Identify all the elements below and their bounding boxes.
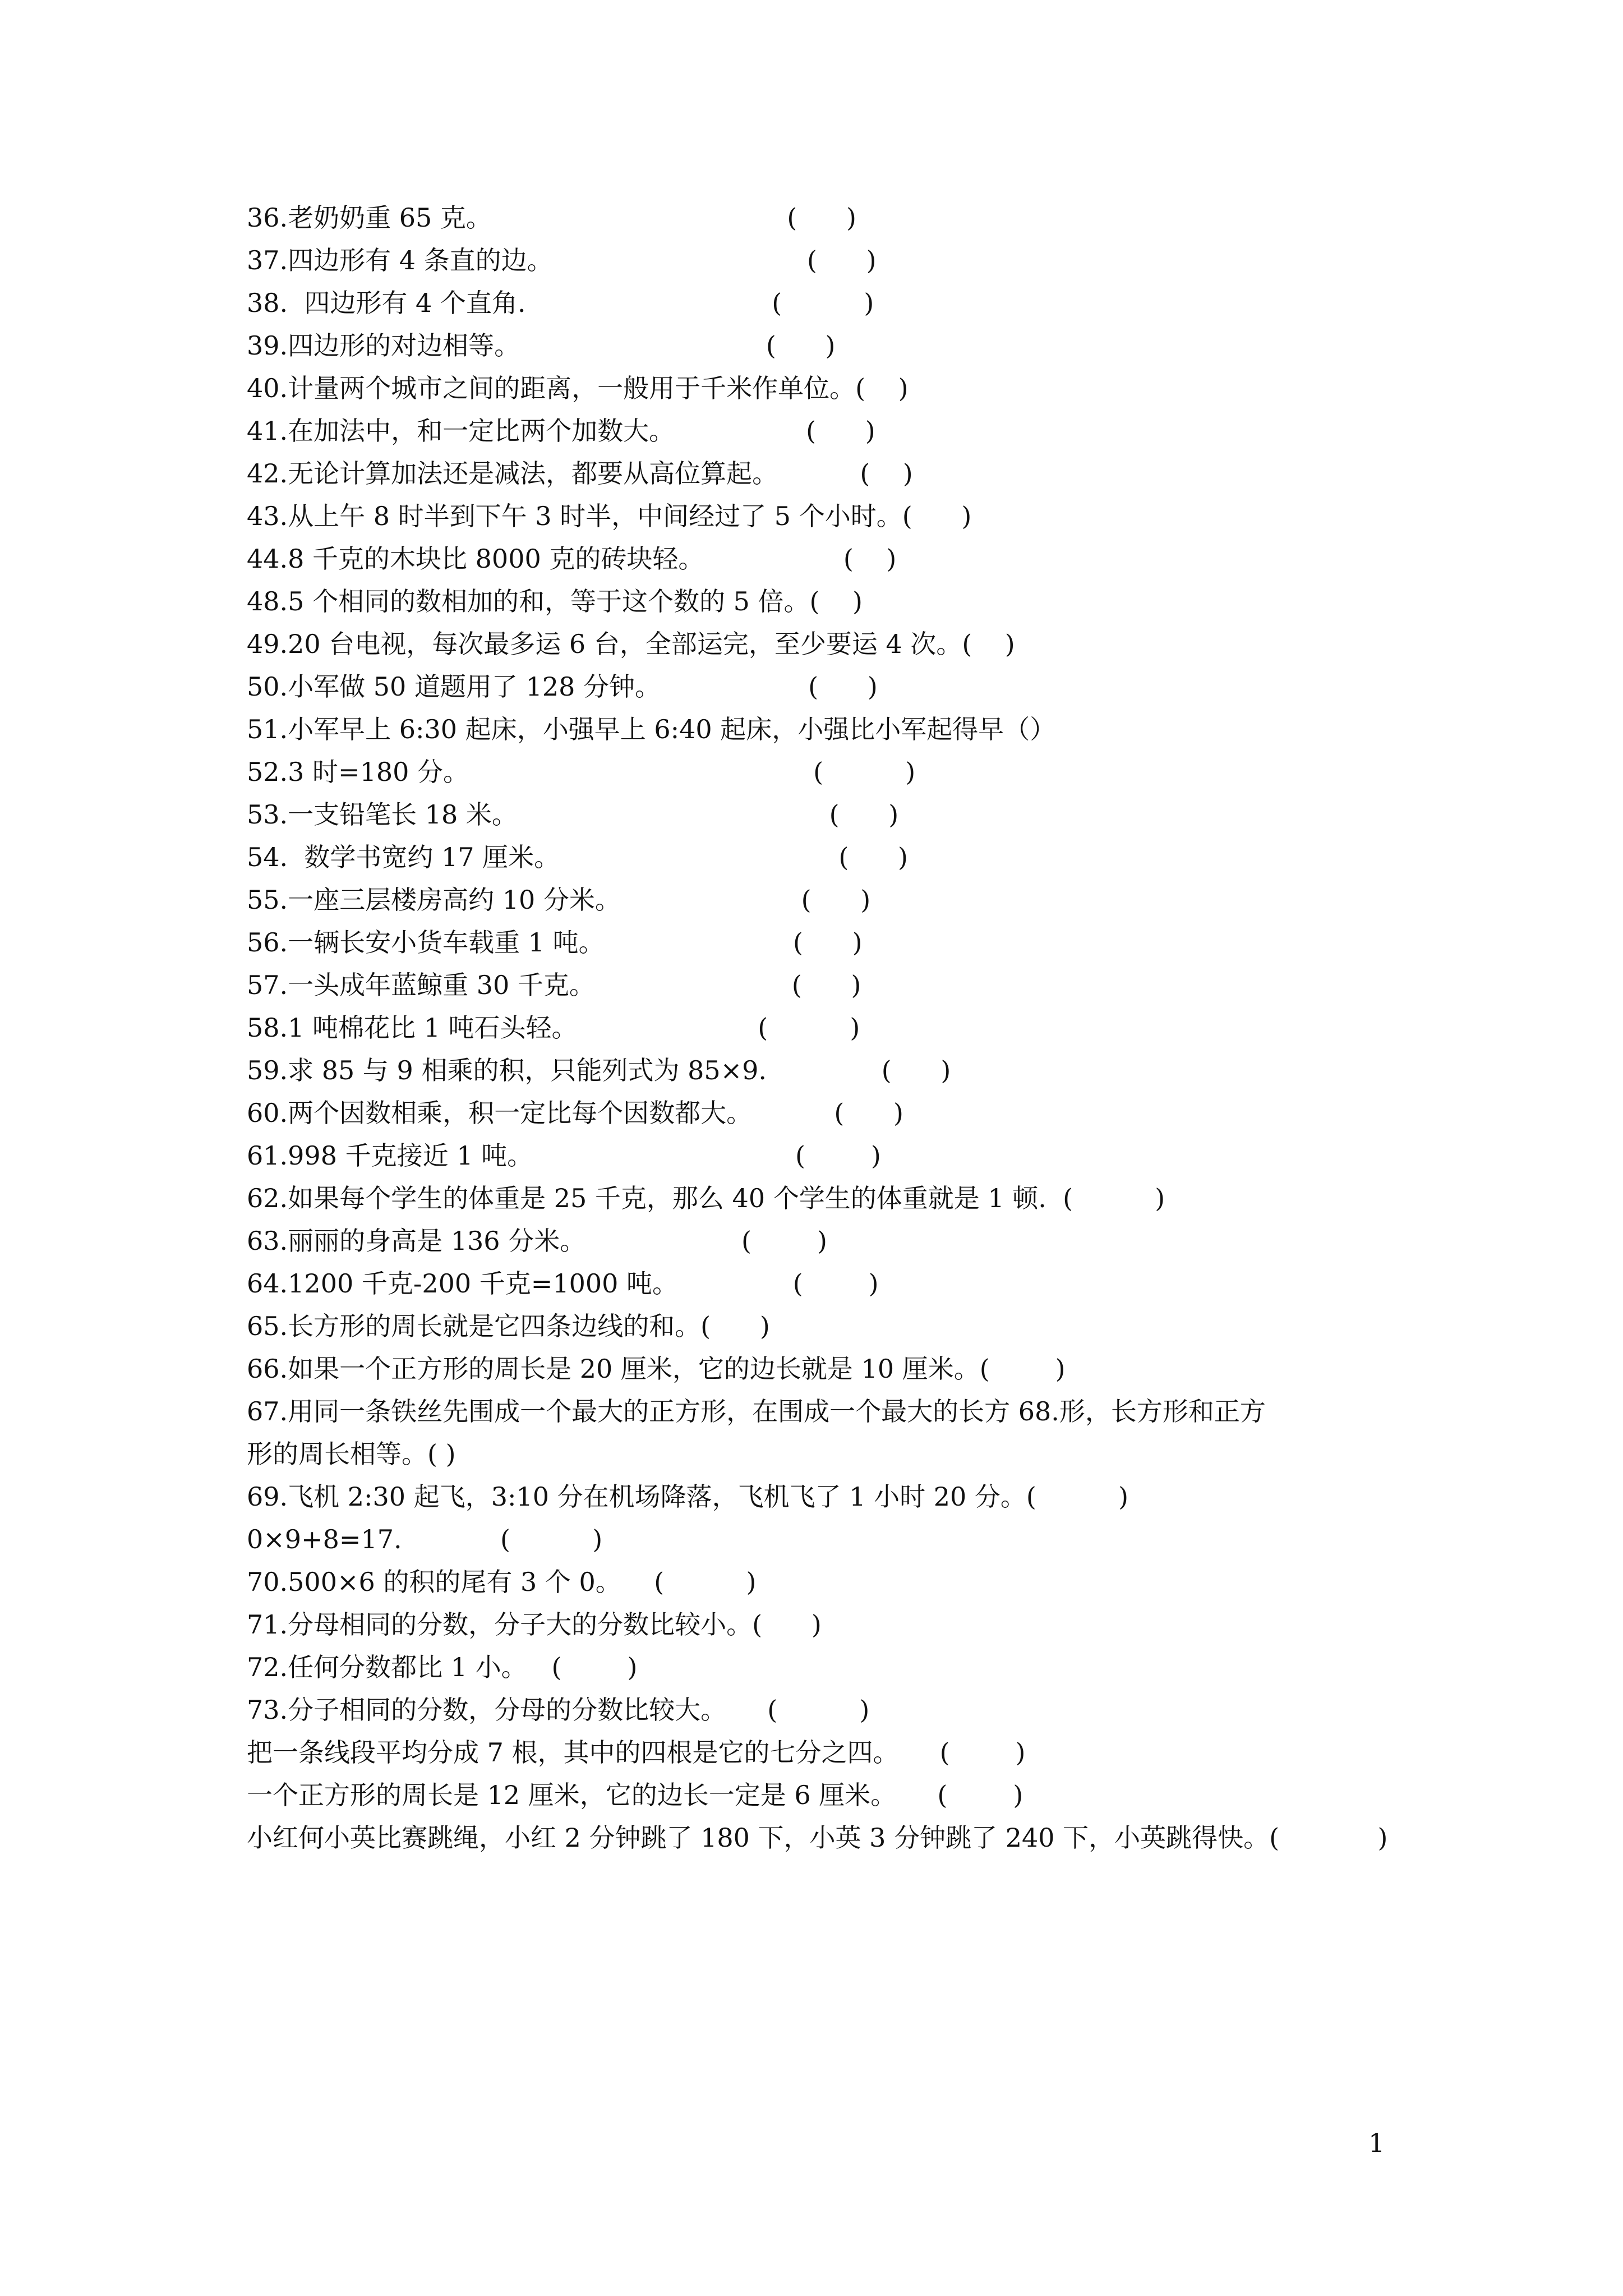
question-line-segment: 把一条线段平均分成 7 根，其中的四根是它的七分之四。 ( ) (247, 1737, 1026, 1768)
question-52: 52.3 时=180 分。 ( ) (247, 757, 916, 787)
question-43: 43.从上午 8 时半到下午 3 时半，中间经过了 5 个小时。( ) (247, 501, 972, 531)
question-67-continued: 形的周长相等。( ) (247, 1439, 456, 1469)
question-63: 63.丽丽的身高是 136 分米。 ( ) (247, 1226, 827, 1256)
question-61: 61.998 千克接近 1 吨。 ( ) (247, 1140, 881, 1171)
question-38: 38. 四边形有 4 个直角. ( ) (247, 288, 874, 318)
question-59: 59.求 85 与 9 相乘的积，只能列式为 85×9. ( ) (247, 1055, 951, 1085)
question-49: 49.20 台电视，每次最多运 6 台，全部运完，至少要运 4 次。( ) (247, 629, 1015, 659)
question-56: 56.一辆长安小货车载重 1 吨。 ( ) (247, 927, 863, 958)
question-54: 54. 数学书宽约 17 厘米。 ( ) (247, 842, 908, 872)
question-50: 50.小军做 50 道题用了 128 分钟。 ( ) (247, 671, 878, 702)
question-48: 48.5 个相同的数相加的和，等于这个数的 5 倍。( ) (247, 586, 863, 616)
question-70: 70.500×6 的积的尾有 3 个 0。 ( ) (247, 1567, 757, 1597)
question-60: 60.两个因数相乘，积一定比每个因数都大。 ( ) (247, 1098, 904, 1128)
question-62: 62.如果每个学生的体重是 25 千克，那么 40 个学生的体重就是 1 顿. ( ) (247, 1183, 1165, 1213)
question-44: 44.8 千克的木块比 8000 克的砖块轻。 ( ) (247, 544, 897, 574)
question-64: 64.1200 千克-200 千克=1000 吨。 ( ) (247, 1268, 879, 1299)
question-40: 40.计量两个城市之间的距离，一般用于千米作单位。( ) (247, 373, 909, 403)
question-72: 72.任何分数都比 1 小。 ( ) (247, 1652, 638, 1682)
question-jump-rope: 小红何小英比赛跳绳，小红 2 分钟跳了 180 下，小英 3 分钟跳了 240 下，小英跳得快。( ) (247, 1823, 1388, 1853)
question-55: 55.一座三层楼房高约 10 分米。 ( ) (247, 885, 871, 915)
question-67: 67.用同一条铁丝先围成一个最大的正方形，在围成一个最大的长方 68.形，长方形和正方 (247, 1396, 1266, 1427)
question-71: 71.分母相同的分数，分子大的分数比较小。( ) (247, 1609, 822, 1640)
question-57: 57.一头成年蓝鲸重 30 千克。 ( ) (247, 970, 861, 1000)
question-58: 58.1 吨棉花比 1 吨石头轻。 ( ) (247, 1013, 860, 1043)
question-65: 65.长方形的周长就是它四条边线的和。( ) (247, 1311, 770, 1341)
question-square-perimeter: 一个正方形的周长是 12 厘米，它的边长一定是 6 厘米。 ( ) (247, 1780, 1023, 1810)
question-69: 69.飞机 2:30 起飞，3:10 分在机场降落，飞机飞了 1 小时 20 分。( ) (247, 1481, 1129, 1512)
question-37: 37.四边形有 4 条直的边。 ( ) (247, 245, 877, 275)
question-41: 41.在加法中，和一定比两个加数大。 ( ) (247, 416, 875, 446)
question-36: 36.老奶奶重 65 克。 ( ) (247, 203, 856, 233)
question-39: 39.四边形的对边相等。 ( ) (247, 330, 836, 361)
question-51: 51.小军早上 6:30 起床，小强早上 6:40 起床，小强比小军起得早（） (247, 714, 1056, 744)
page-number: 1 (1368, 2128, 1385, 2158)
question-42: 42.无论计算加法还是减法，都要从高位算起。 ( ) (247, 458, 913, 489)
question-73: 73.分子相同的分数，分母的分数比较大。 ( ) (247, 1695, 870, 1725)
question-53: 53.一支铅笔长 18 米。 ( ) (247, 799, 899, 830)
question-list (247, 196, 1453, 1859)
question-66: 66.如果一个正方形的周长是 20 厘米，它的边长就是 10 厘米。( ) (247, 1354, 1066, 1384)
question-unnumbered-multiplication: 0×9+8=17. ( ) (247, 1524, 603, 1554)
